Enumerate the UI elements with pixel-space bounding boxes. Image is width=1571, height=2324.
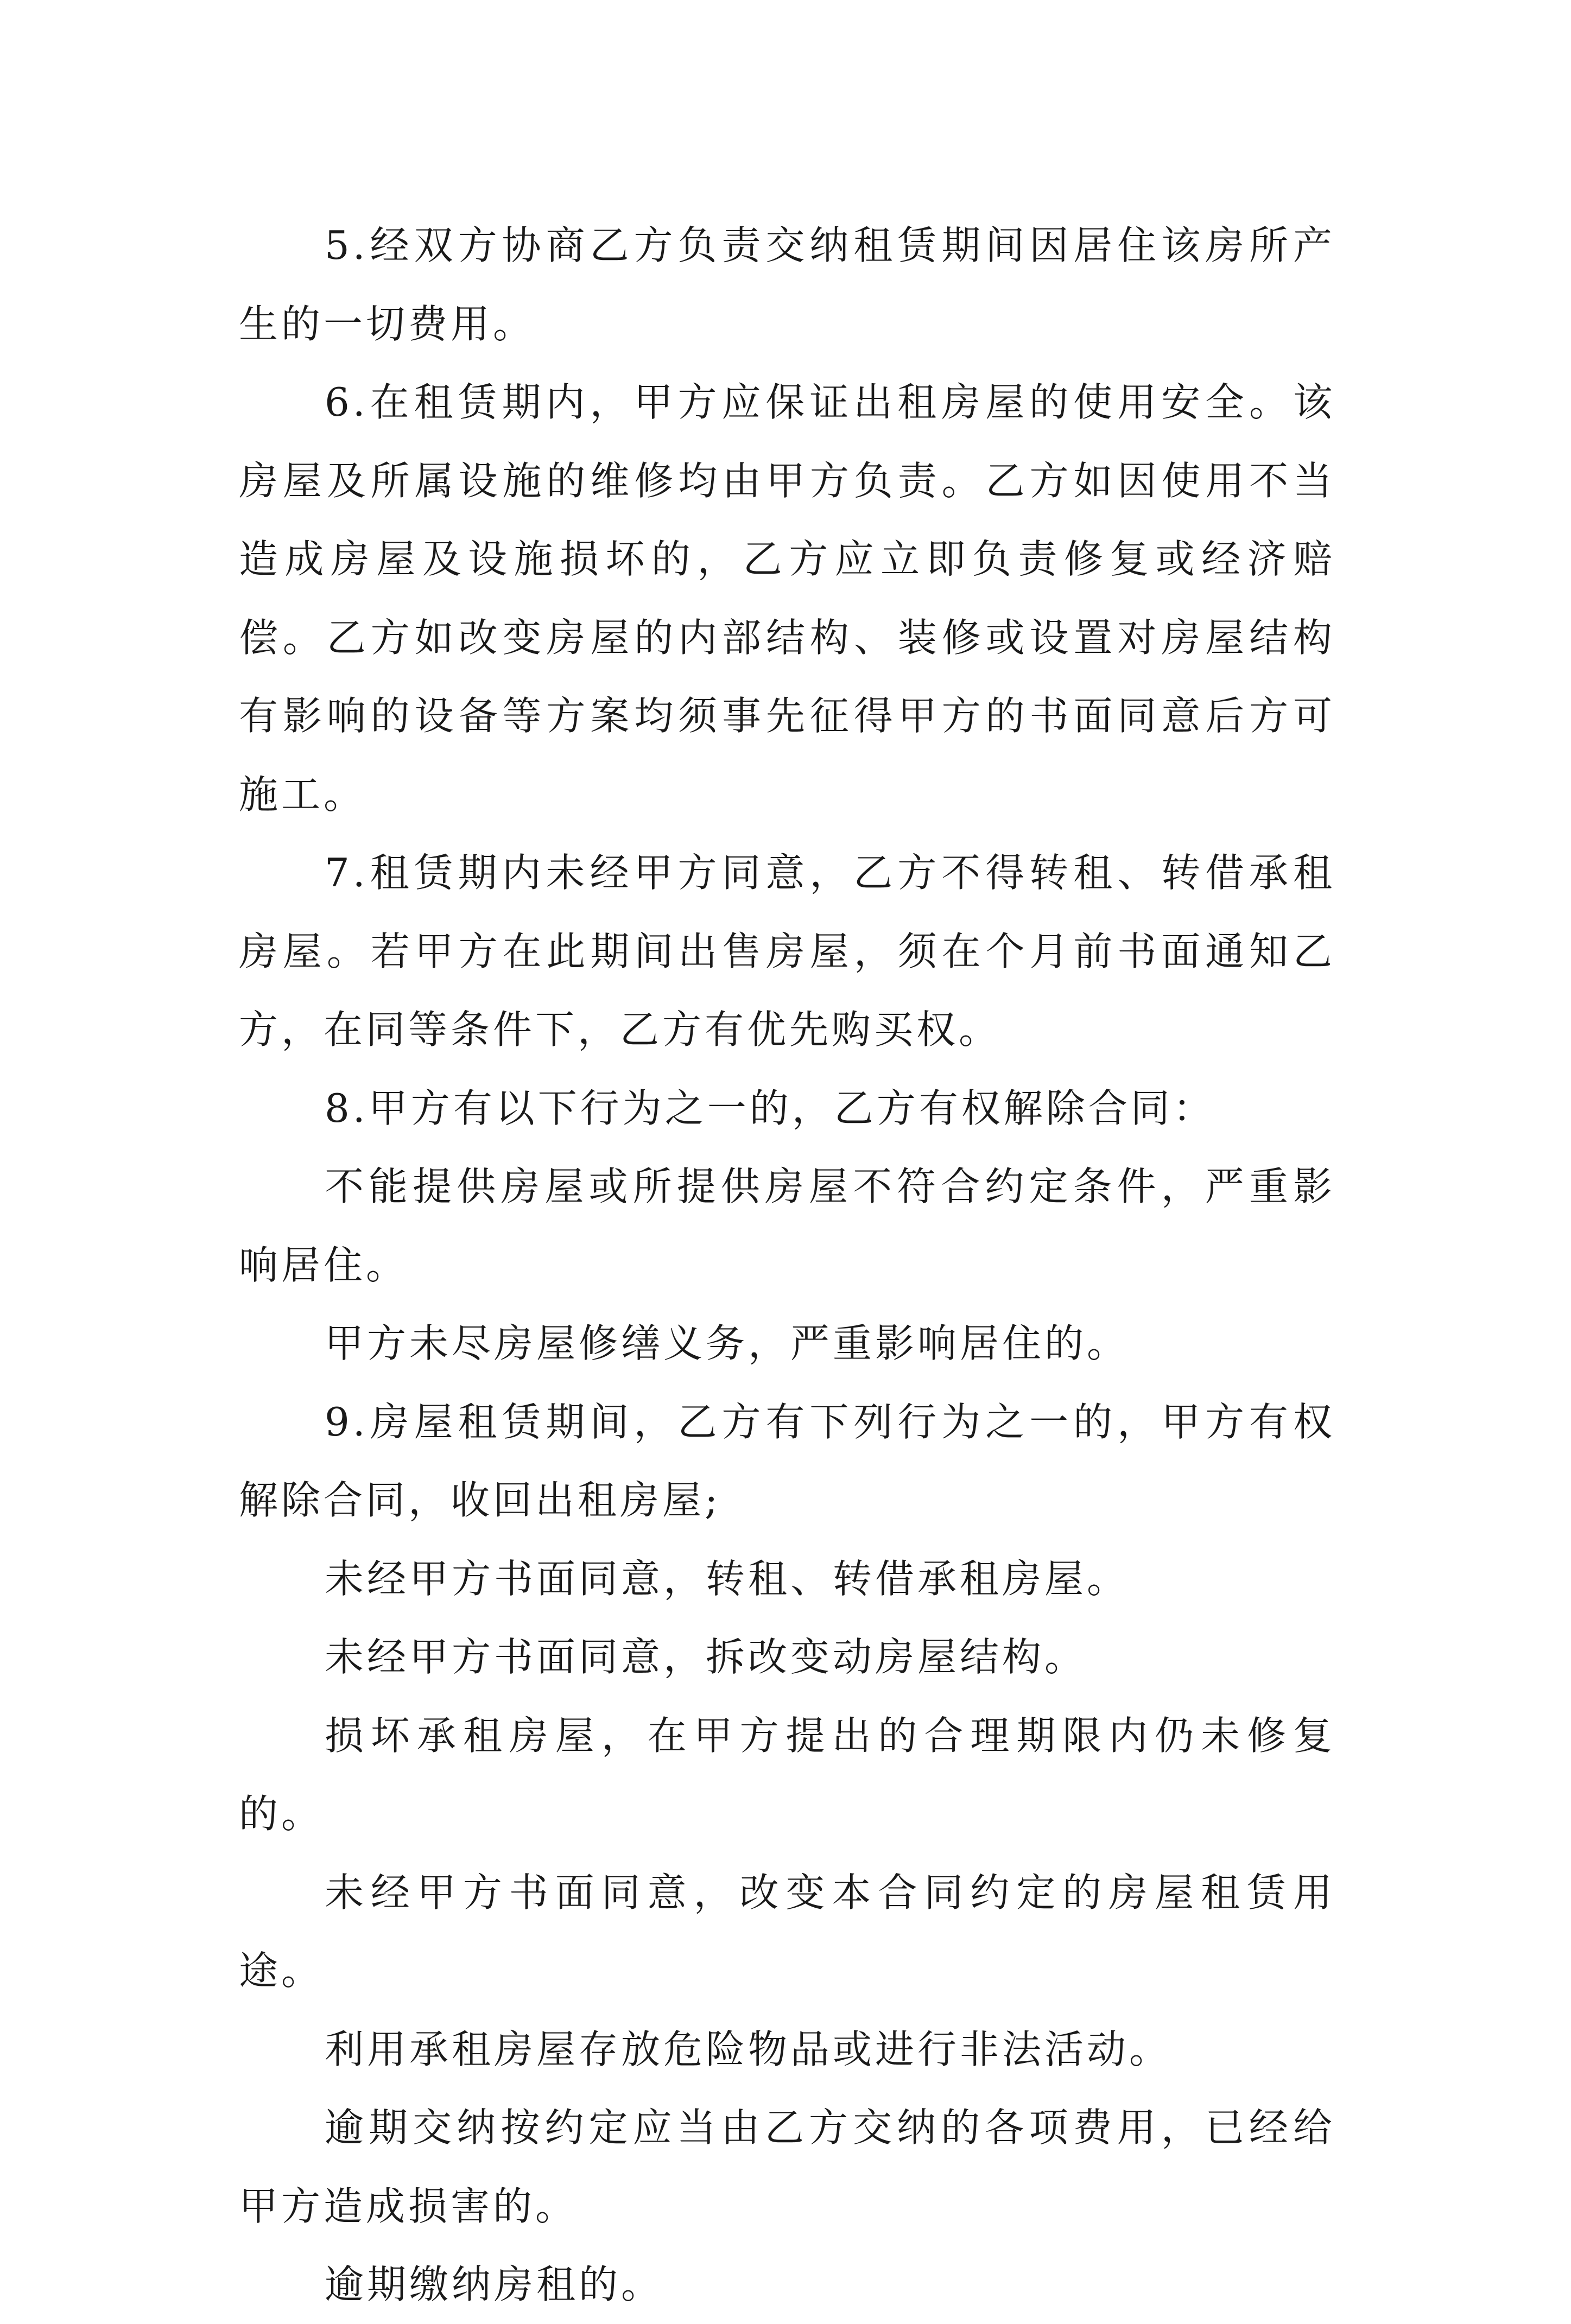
- paragraph-clause-8-item-2: 甲方未尽房屋修缮义务，严重影响居住的。: [325, 1320, 1130, 1366]
- paragraph-clause-6: 6.在租赁期内，甲方应保证出租房屋的使用安全。该房屋及所属设施的维修均由甲方负责。乙方如因使用不当造成房屋及设施损坏的，乙方应立即负责修复或经济赔偿。乙方如改变房屋的内部结构、装修或设置对房屋结构有影响的设备等方案均须事先征得甲方的书面同意后方可施工。: [239, 379, 1335, 817]
- paragraph-clause-9-item-7: 逾期缴纳房租的。: [325, 2262, 664, 2307]
- paragraph-clause-8: 8.甲方有以下行为之一的，乙方有权解除合同：: [325, 1085, 1215, 1131]
- paragraph-clause-9-item-4: 未经甲方书面同意，改变本合同约定的房屋租赁用途。: [239, 1869, 1335, 1993]
- paragraph-clause-9-item-6: 逾期交纳按约定应当由乙方交纳的各项费用，已经给甲方造成损害的。: [239, 2105, 1335, 2229]
- document-body: [239, 206, 1335, 2324]
- paragraph-clause-9: 9.房屋租赁期间，乙方有下列行为之一的，甲方有权解除合同，收回出租房屋;: [239, 1399, 1335, 1523]
- paragraph-clause-9-item-1: 未经甲方书面同意，转租、转借承租房屋。: [325, 1555, 1130, 1602]
- paragraph-clause-5: 5.经双方协商乙方负责交纳租赁期间因居住该房所产生的一切费用。: [239, 223, 1335, 347]
- paragraph-clause-8-item-1: 不能提供房屋或所提供房屋不符合约定条件，严重影响居住。: [239, 1164, 1335, 1288]
- paragraph-clause-7: 7.租赁期内未经甲方同意，乙方不得转租、转借承租房屋。若甲方在此期间出售房屋，须在个月前书面通知乙方，在同等条件下，乙方有优先购买权。: [239, 850, 1335, 1052]
- paragraph-clause-9-item-2: 未经甲方书面同意，拆改变动房屋结构。: [325, 1634, 1087, 1680]
- paragraph-clause-9-item-3: 损坏承租房屋，在甲方提出的合理期限内仍未修复的。: [239, 1712, 1335, 1837]
- paragraph-clause-9-item-5: 利用承租房屋存放危险物品或进行非法活动。: [325, 2026, 1172, 2072]
